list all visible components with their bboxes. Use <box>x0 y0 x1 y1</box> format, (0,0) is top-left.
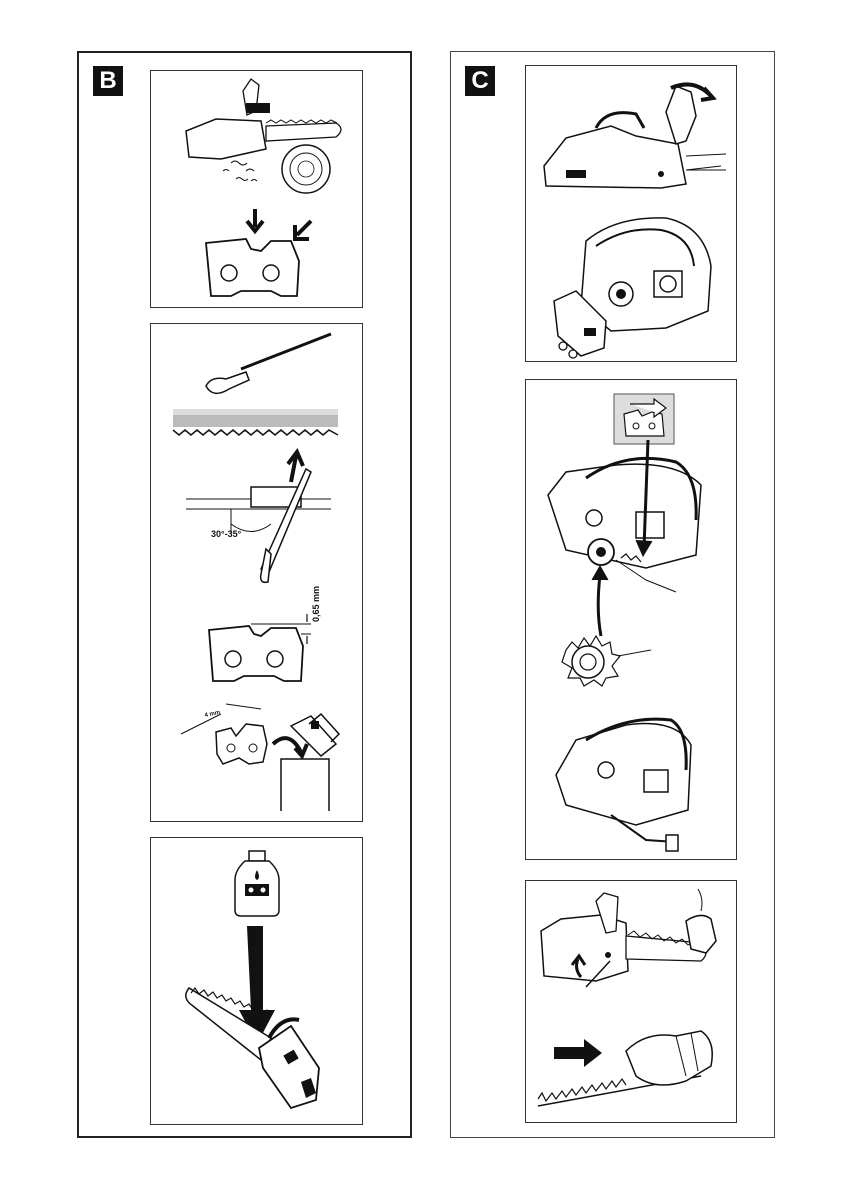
chain-fitting-illustration <box>526 380 738 861</box>
sharpening-illustration <box>151 324 364 823</box>
tension-check-illustration <box>526 881 738 1124</box>
oil-fill-illustration <box>151 838 364 1126</box>
panel-oil-fill <box>150 837 363 1125</box>
depth-gauge-label: 0,65 mm <box>311 585 321 622</box>
gauge-width-label: 4 mm <box>204 709 221 719</box>
panel-chain-fitting <box>525 379 737 860</box>
section-b-badge: B <box>93 66 123 96</box>
chain-cover-illustration <box>526 66 738 363</box>
section-c-badge: C <box>465 66 495 96</box>
file-angle-label: 30°-35° <box>211 529 242 539</box>
dull-chain-illustration <box>151 71 364 309</box>
panel-tension-check <box>525 880 737 1123</box>
panel-dull-chain <box>150 70 363 308</box>
panel-sharpening <box>150 323 363 822</box>
panel-chain-cover <box>525 65 737 362</box>
